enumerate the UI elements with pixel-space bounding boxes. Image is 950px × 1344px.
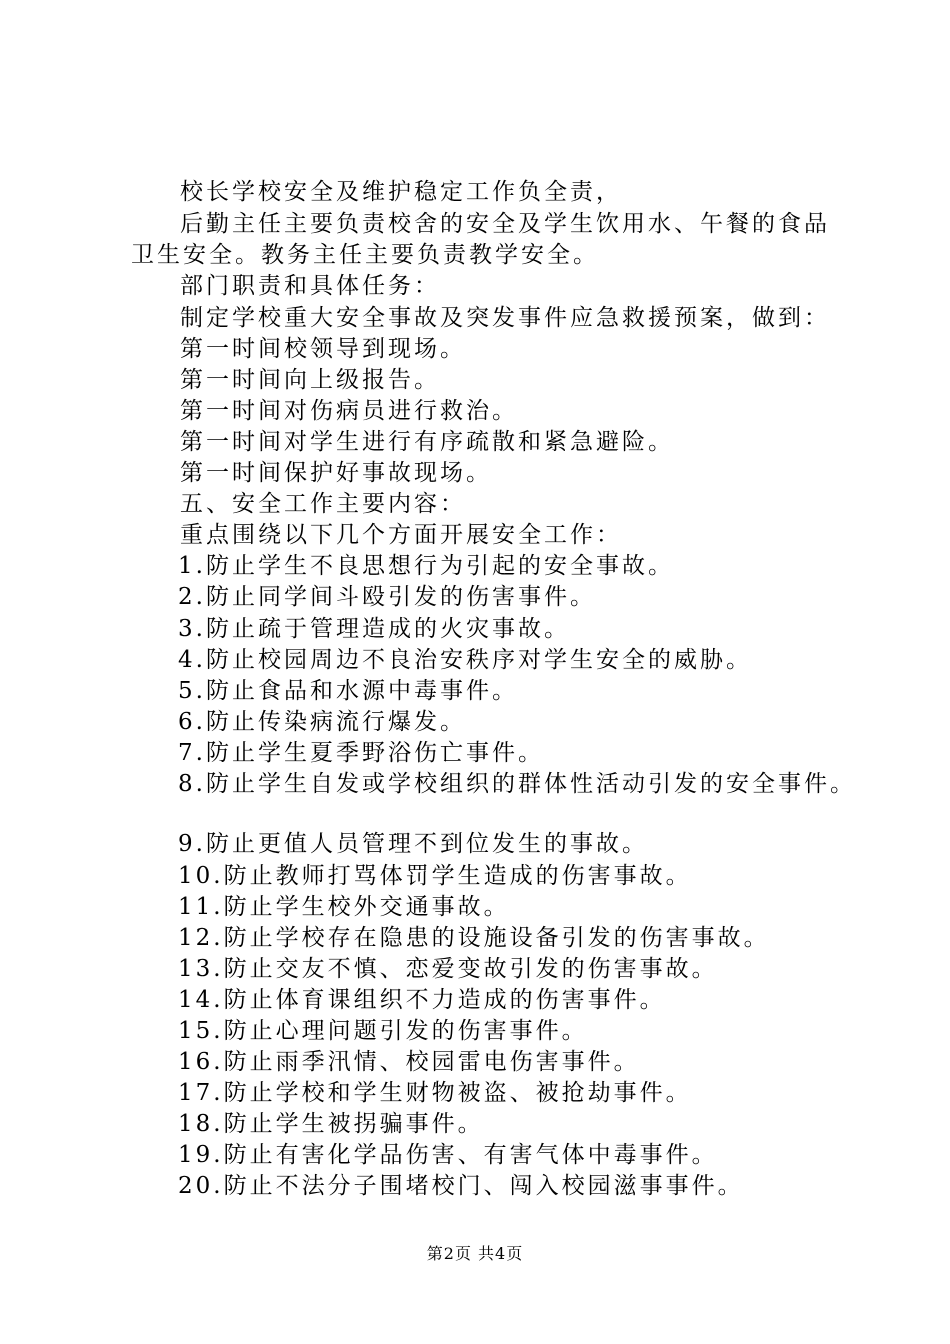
paragraph-line: 重点围绕以下几个方面开展安全工作： (180, 522, 622, 548)
list-item: 9.防止更值人员管理不到位发生的事故。 (178, 831, 648, 857)
list-item: 18.防止学生被拐骗事件。 (178, 1111, 484, 1137)
list-item: 17.防止学校和学生财物被盗、被抢劫事件。 (178, 1080, 692, 1106)
list-item: 10.防止教师打骂体罚学生造成的伤害事故。 (178, 863, 692, 889)
list-item: 4.防止校园周边不良治安秩序对学生安全的威胁。 (178, 647, 752, 673)
list-item: 20.防止不法分子围堵校门、闯入校园滋事事件。 (178, 1173, 744, 1199)
list-item: 1.防止学生不良思想行为引起的安全事故。 (178, 553, 674, 579)
list-item: 5.防止食品和水源中毒事件。 (178, 678, 518, 704)
list-item: 7.防止学生夏季野浴伤亡事件。 (178, 740, 544, 766)
list-item: 2.防止同学间斗殴引发的伤害事件。 (178, 584, 596, 610)
list-item: 第一时间对伤病员进行救治。 (180, 398, 518, 424)
list-item: 11.防止学生校外交通事故。 (178, 894, 510, 920)
section-heading: 部门职责和具体任务： (180, 273, 440, 299)
list-item: 8.防止学生自发或学校组织的群体性活动引发的安全事件。 (178, 771, 856, 797)
paragraph-line: 校长学校安全及维护稳定工作负全责， (180, 179, 622, 205)
list-item: 12.防止学校存在隐患的设施设备引发的伤害事故。 (178, 925, 770, 951)
list-item: 19.防止有害化学品伤害、有害气体中毒事件。 (178, 1142, 718, 1168)
list-item: 第一时间保护好事故现场。 (180, 460, 492, 486)
list-item: 第一时间向上级报告。 (180, 367, 440, 393)
list-item: 16.防止雨季汛情、校园雷电伤害事件。 (178, 1049, 640, 1075)
list-item: 14.防止体育课组织不力造成的伤害事件。 (178, 987, 666, 1013)
list-item: 3.防止疏于管理造成的火灾事故。 (178, 616, 570, 642)
list-item: 第一时间校领导到现场。 (180, 336, 466, 362)
list-item: 15.防止心理问题引发的伤害事件。 (178, 1018, 588, 1044)
paragraph-line: 后勤主任主要负责校舍的安全及学生饮用水、午餐的食品 (180, 211, 830, 237)
list-item: 13.防止交友不慎、恋爱变故引发的伤害事故。 (178, 956, 718, 982)
paragraph-line: 卫生安全。教务主任主要负责教学安全。 (131, 242, 599, 268)
section-heading: 五、安全工作主要内容： (180, 491, 466, 517)
list-item: 6.防止传染病流行爆发。 (178, 709, 466, 735)
page-footer: 第2页 共4页 (426, 1244, 524, 1263)
paragraph-line: 制定学校重大安全事故及突发事件应急救援预案，做到： (180, 305, 830, 331)
list-item: 第一时间对学生进行有序疏散和紧急避险。 (180, 429, 674, 455)
